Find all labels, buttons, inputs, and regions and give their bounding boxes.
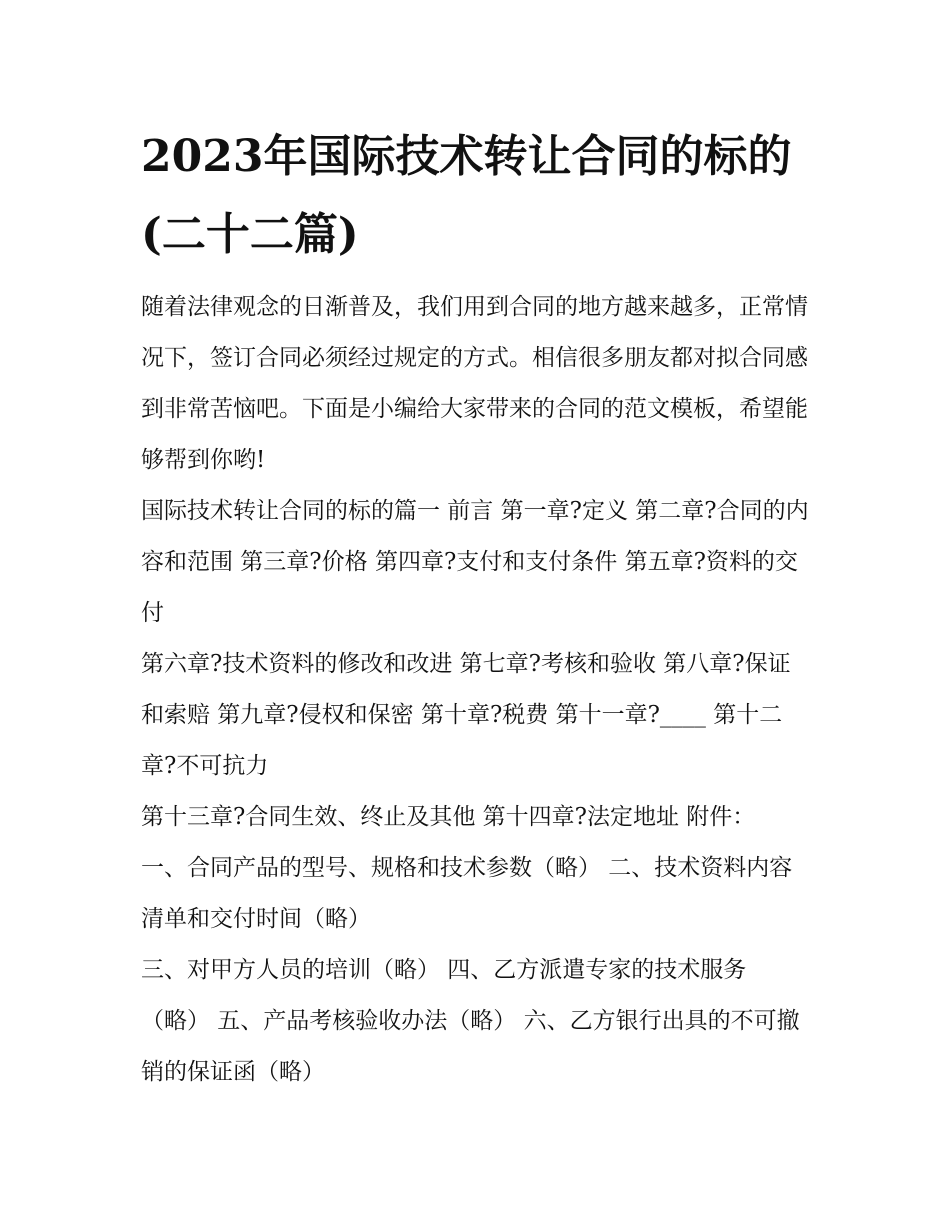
toc-paragraph-2: 第六章?技术资料的修改和改进 第七章?考核和验收 第八章?保证和索赔 第九章?侵权和保密 第十章?税费 第十一章?____ 第十二章?不可抗力 — [141, 651, 791, 779]
document-body — [141, 118, 813, 1098]
appendix-paragraph-2: 三、对甲方人员的培训（略） 四、乙方派遣专家的技术服务（略） 五、产品考核验收办法（略） 六、乙方银行出具的不可撤销的保证函（略） — [141, 957, 800, 1085]
toc-paragraph-3: 第十三章?合同生效、终止及其他 第十四章?法定地址 附件： — [141, 804, 756, 830]
intro-paragraph: 随着法律观念的日渐普及，我们用到合同的地方越来越多，正常情况下，签订合同必须经过规定的方式。相信很多朋友都对拟合同感到非常苦恼吧。下面是小编给大家带来的合同的范文模板，希望能够帮到你哟! — [141, 294, 808, 473]
appendix-paragraph-1: 一、合同产品的型号、规格和技术参数（略） 二、技术资料内容清单和交付时间（略） — [141, 855, 793, 932]
document-title: 2023年国际技术转让合同的标的(二十二篇) — [141, 131, 792, 260]
toc-paragraph-1: 国际技术转让合同的标的篇一 前言 第一章?定义 第二章?合同的内容和范围 第三章?价格 第四章?支付和支付条件 第五章?资料的交付 — [141, 498, 809, 626]
